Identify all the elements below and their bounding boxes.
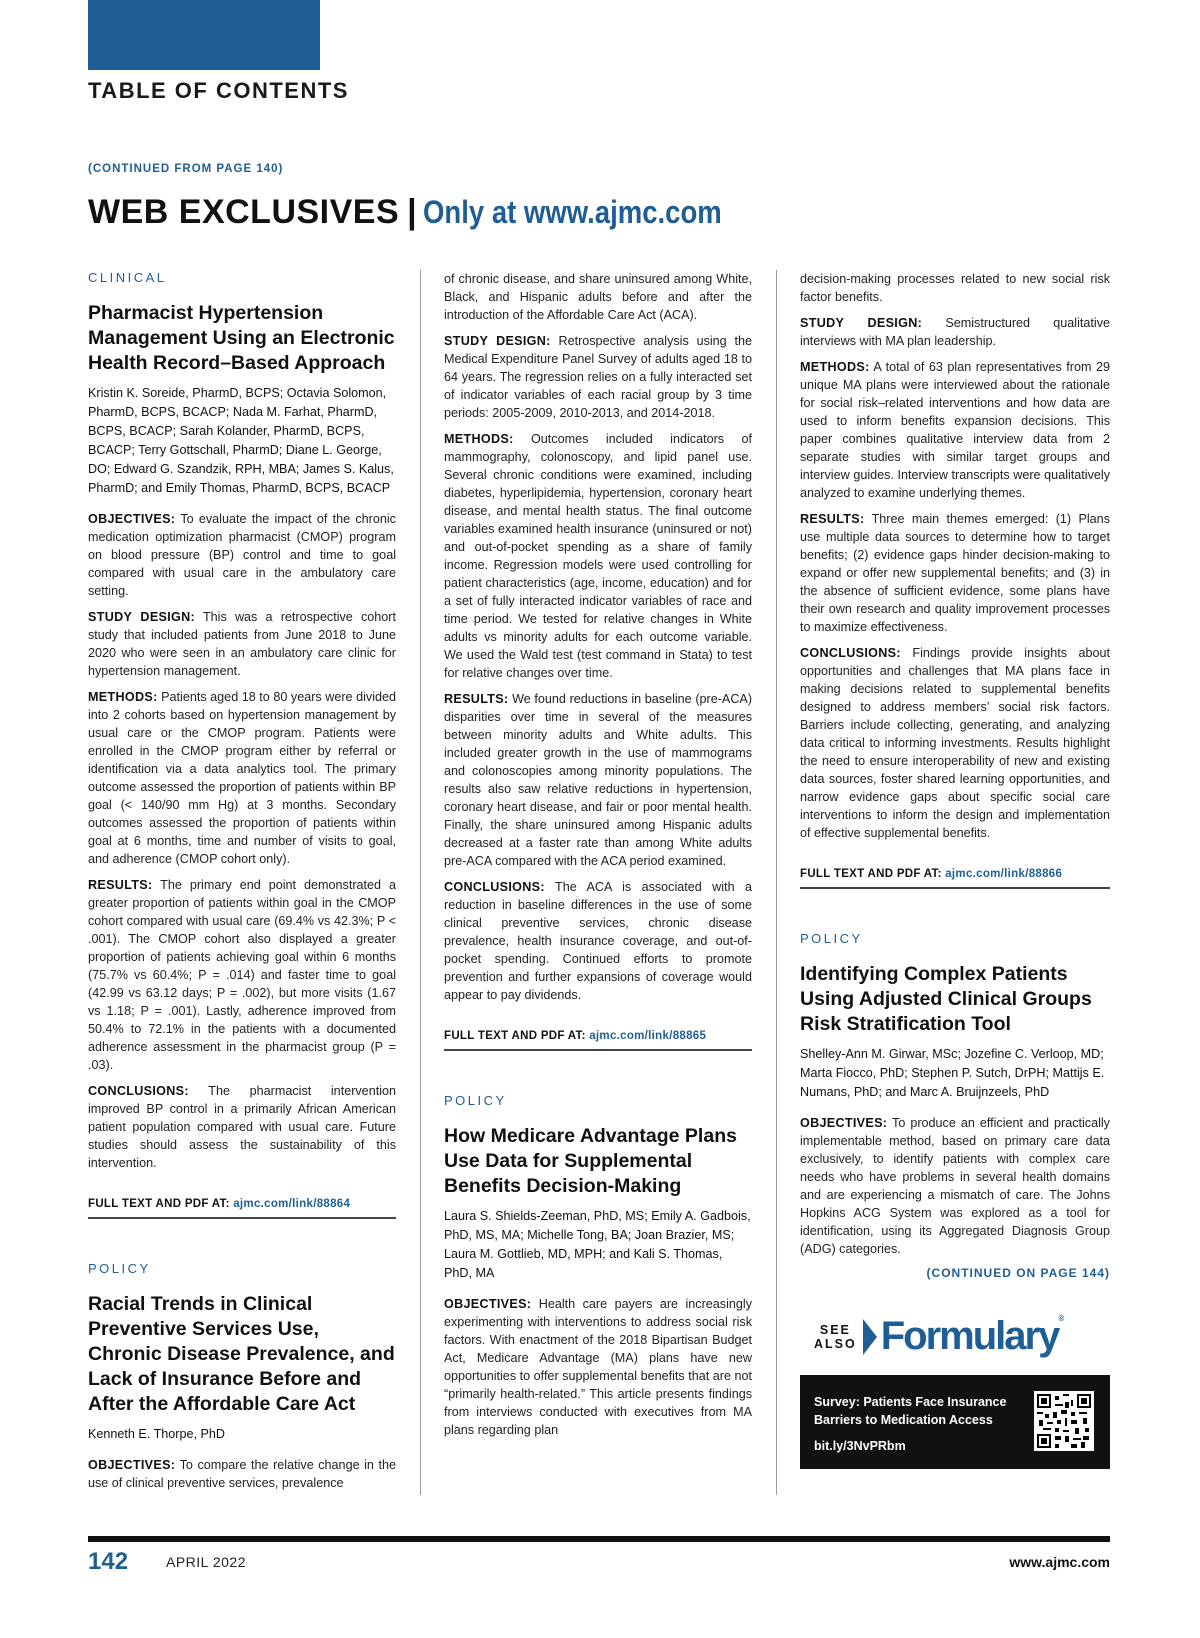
full-text-label: FULL TEXT AND PDF AT: bbox=[444, 1030, 586, 1042]
article-title[interactable]: How Medicare Advantage Plans Use Data for Supplemental Benefits Decision-Making bbox=[444, 1125, 737, 1197]
methods-paragraph bbox=[444, 430, 752, 682]
results-text: Three main themes emerged: (1) Plans use multiple data sources to determine how to target benefits; (2) evidence gaps hinder decision-making to expand or offer new supplemental benefits; and (3) in the absence of sufficient evidence, some plans have their own research and quality improvement processes to maximize effectiveness. bbox=[800, 512, 1110, 634]
issue-date: APRIL 2022 bbox=[166, 1554, 246, 1570]
conclusions-text: The ACA is associated with a reduction in baseline differences in the use of some clinical preventive services, chronic disease prevalence, health insurance coverage, and out-of-pocket spending. Continued efforts to promote prevention and further expansions of coverage would appear to pay dividends. bbox=[444, 880, 752, 1002]
article-title[interactable]: Identifying Complex Patients Using Adjusted Clinical Groups Risk Stratification Tool bbox=[800, 963, 1092, 1035]
study-design-label: STUDY DESIGN: bbox=[88, 610, 196, 624]
footer-rule bbox=[88, 1536, 1110, 1542]
objectives-paragraph bbox=[88, 1456, 396, 1492]
promo-box[interactable] bbox=[800, 1375, 1110, 1469]
methods-label: METHODS: bbox=[88, 690, 158, 704]
methods-paragraph bbox=[800, 358, 1110, 502]
study-design-text: This was a retrospective cohort study that included patients from June 2018 to June 2020 who were seen in an ambulatory care clinic for hypertension management. bbox=[88, 610, 396, 678]
qr-code-icon[interactable] bbox=[1034, 1391, 1094, 1451]
full-text-label: FULL TEXT AND PDF AT: bbox=[800, 868, 942, 880]
article-title[interactable]: Racial Trends in Clinical Preventive Services Use, Chronic Disease Prevalence, and Lack of Insurance Before and After the Affordable Care Act bbox=[88, 1293, 395, 1415]
methods-text: A total of 63 plan representatives from 29 unique MA plans were interviewed about the rationale for social risk–related interventions and how data are used to inform benefits expansion decisions. This paper combines qualitative interview data from 2 separate studies with similar target groups and interview guides. Interview transcripts were qualitatively analyzed to examine underlying themes. bbox=[800, 360, 1110, 500]
continued-on-label: (CONTINUED ON PAGE 144) bbox=[926, 1266, 1110, 1280]
column-1 bbox=[88, 270, 396, 1500]
objectives-text: To produce an efficient and practically implementable method, based on primary care data exclusively, to identify patients with complex care needs who have problems in several health domains and are experiencing a mismatch of care. The Johns Hopkins ACG System was explored as a tool for identification, using its Aggregated Diagnosis Group (ADG) categories. bbox=[800, 1116, 1110, 1256]
study-design-paragraph bbox=[88, 608, 396, 680]
methods-text: Patients aged 18 to 80 years were divided into 2 cohorts based on hypertension management by usual care or the CMOP program. Patients were enrolled in the CMOP program either by referral or identification via a data analytics tool. The primary outcome assessed the proportion of patients within BP goal (< 140/90 mm Hg) at 3 months. Secondary outcomes assessed the proportion of patients within goal at 6 months, time and number of visits to goal, and adherence (CMOP cohort only). bbox=[88, 690, 397, 866]
web-exclusives-title bbox=[88, 193, 770, 232]
objectives-label: OBJECTIVES: bbox=[800, 1116, 888, 1130]
article-authors: Kenneth E. Thorpe, PhD bbox=[88, 1427, 225, 1441]
continued-paragraph: of chronic disease, and share uninsured among White, Black, and Hispanic adults before and after the introduction of the Affordable Care Act (ACA). bbox=[444, 272, 752, 322]
article-title[interactable]: Pharmacist Hypertension Management Using an Electronic Health Record–Based Approach bbox=[88, 302, 395, 374]
full-text-line bbox=[444, 1030, 752, 1051]
results-text: The primary end point demonstrated a greater proportion of patients within goal in the CMOP cohort compared with usual care (69.4% vs 42.3%; P < .001). The CMOP cohort also displayed a greater proportion of patients achieving goal within 6 months (75.7% vs 60.4%; P = .014) and faster time to goal (42.99 vs 63.12 days; P = .002), but more visits (1.67 vs 1.18; P = .001). Lastly, adherence improved from 50.4% to 72.1% in the patients with a documented adherence assessment in the pharmacist group (P = .03). bbox=[88, 878, 396, 1072]
full-text-line bbox=[88, 1198, 396, 1219]
article-authors: Shelley-Ann M. Girwar, MSc; Jozefine C. Verloop, MD; Marta Fiocco, PhD; Stephen P. Sutch, DrPH; Mattijs E. Numans, PhD; and Marc A. Bruijnzeels, PhD bbox=[800, 1047, 1105, 1099]
study-design-text: Retrospective analysis using the Medical Expenditure Panel Survey of adults aged 18 to 64 years. The regression relies on a fully interacted set of indicator variables of each racial group by 3 time periods: 2005-2009, 2010-2013, and 2014-2018. bbox=[444, 334, 753, 420]
study-design-paragraph bbox=[444, 332, 752, 422]
article-authors: Kristin K. Soreide, PharmD, BCPS; Octavia Solomon, PharmD, BCPS, BCACP; Nada M. Farhat, PharmD, BCPS, BCACP; Sarah Kolander, PharmD, BCPS, BCACP; Terry Gottschall, PharmD; Diane L. George, DO; Edward G. Szandzik, RPH, MBA; James S. Kalus, PharmD; and Emily Thomas, PharmD, BCPS, BCACP bbox=[88, 386, 394, 495]
results-label: RESULTS: bbox=[800, 512, 865, 526]
web-exclusives-heading: WEB EXCLUSIVES bbox=[88, 193, 400, 231]
column-divider bbox=[776, 270, 777, 1495]
methods-text: Outcomes included indicators of mammography, colonoscopy, and lipid panel use. Several chronic conditions were examined, including diabetes, hyperlipidemia, hypertension, coronary heart disease, and mental health status. The final outcome variables examined health insurance (uninsured or not) and out-of-pocket spending as a share of family income. Regression models were used controlling for patient characteristics (age, income, education) and for a set of fully interacted indicator variables of race and time period. We tested for relative changes in White adults vs minority adults for each outcome variable. We used the Wald test (test command in Stata) to test for relative changes over time. bbox=[444, 432, 753, 680]
results-label: RESULTS: bbox=[444, 692, 509, 706]
article-link[interactable]: ajmc.com/link/88865 bbox=[589, 1030, 707, 1042]
footer-site[interactable]: www.ajmc.com bbox=[1009, 1554, 1110, 1570]
study-design-label: STUDY DESIGN: bbox=[444, 334, 551, 348]
see-also-line1: SEE bbox=[819, 1322, 851, 1337]
see-also-banner[interactable] bbox=[800, 1314, 1110, 1359]
objectives-paragraph bbox=[88, 510, 396, 600]
objectives-label: OBJECTIVES: bbox=[444, 1297, 532, 1311]
methods-label: METHODS: bbox=[800, 360, 870, 374]
continued-from-label: (CONTINUED FROM PAGE 140) bbox=[88, 163, 284, 175]
conclusions-label: CONCLUSIONS: bbox=[800, 646, 901, 660]
objectives-label: OBJECTIVES: bbox=[88, 1458, 176, 1472]
results-paragraph bbox=[88, 876, 396, 1074]
objectives-paragraph bbox=[800, 1114, 1110, 1258]
conclusions-paragraph bbox=[444, 878, 752, 1004]
study-design-label: STUDY DESIGN: bbox=[800, 316, 923, 330]
objectives-paragraph bbox=[444, 1295, 752, 1439]
see-also-label bbox=[814, 1323, 857, 1351]
formulary-logo bbox=[881, 1314, 1063, 1359]
article-link[interactable]: ajmc.com/link/88864 bbox=[233, 1198, 351, 1210]
objectives-text: To evaluate the impact of the chronic medication optimization pharmacist (CMOP) program on blood pressure (BP) control and time to goal compared with usual care in the ambulatory care setting. bbox=[88, 512, 396, 598]
promo-link[interactable]: bit.ly/3NvPRbm bbox=[814, 1439, 906, 1453]
objectives-text: To compare the relative change in the use of clinical preventive services, prevalence bbox=[88, 1458, 396, 1490]
formulary-logo-text: Formulary bbox=[880, 1314, 1059, 1358]
registered-mark: ® bbox=[1058, 1314, 1063, 1323]
conclusions-label: CONCLUSIONS: bbox=[444, 880, 545, 894]
conclusions-text: The pharmacist intervention improved BP control in a primarily African American patient population compared with usual care. Future studies should assess the sustainability of this intervention. bbox=[88, 1084, 396, 1170]
section-label: POLICY bbox=[444, 1093, 507, 1108]
header-color-block bbox=[88, 0, 320, 70]
methods-paragraph bbox=[88, 688, 396, 868]
promo-title: Survey: Patients Face Insurance Barriers to Medication Access bbox=[814, 1395, 1007, 1427]
study-design-text: Semistructured qualitative interviews with MA plan leadership. bbox=[800, 316, 1110, 348]
column-divider bbox=[420, 270, 421, 1495]
objectives-text: Health care payers are increasingly experimenting with interventions to address social risk factors. With enactment of the 2018 Bipartisan Budget Act, Medicare Advantage (MA) plans have new opportunities to offer supplemental benefits that are not “primarily health-related.” This article presents findings from interviews conducted with executives from MA plans regarding plan bbox=[444, 1297, 752, 1437]
conclusions-paragraph bbox=[800, 644, 1110, 842]
toc-heading: TABLE OF CONTENTS bbox=[88, 78, 349, 103]
methods-label: METHODS: bbox=[444, 432, 514, 446]
page-number: 142 bbox=[88, 1548, 129, 1575]
section-label: CLINICAL bbox=[88, 270, 167, 285]
study-design-paragraph bbox=[800, 314, 1110, 350]
results-paragraph bbox=[444, 690, 752, 870]
results-text: We found reductions in baseline (pre-ACA) disparities over time in several of the measures between minority adults and White adults. This included greater growth in the use of mammograms and colonoscopies among minority populations. The results also saw relative reductions in hypertension, coronary heart disease, and fair or poor mental health. Finally, the share uninsured among Hispanic adults decreased at a faster rate than among White adults pre-ACA compared with the ACA period examined. bbox=[444, 692, 753, 868]
title-separator: | bbox=[407, 193, 417, 231]
conclusions-label: CONCLUSIONS: bbox=[88, 1084, 189, 1098]
see-also-line2: ALSO bbox=[814, 1336, 857, 1351]
article-authors: Laura S. Shields-Zeeman, PhD, MS; Emily A. Gadbois, PhD, MS, MA; Michelle Tong, BA; Joan Brazier, MS; Laura M. Gottlieb, MD, MPH; and Kali S. Thomas, PhD, MA bbox=[444, 1209, 751, 1280]
conclusions-paragraph bbox=[88, 1082, 396, 1172]
web-exclusives-site[interactable]: Only at www.ajmc.com bbox=[422, 194, 722, 230]
results-paragraph bbox=[800, 510, 1110, 636]
article-link[interactable]: ajmc.com/link/88866 bbox=[945, 868, 1063, 880]
full-text-line bbox=[800, 868, 1110, 889]
results-label: RESULTS: bbox=[88, 878, 153, 892]
arrow-right-icon bbox=[863, 1319, 877, 1355]
conclusions-text: Findings provide insights about opportunities and challenges that MA plans face in making decisions related to supplemental benefits designed to address members’ social risk factors. Barriers include collecting, generating, and analyzing data critical to informing investments. Results highlight the need to ensure interoperability of new and existing data sources, foster shared learning opportunities, and narrow evidence gaps about specific social care interventions to inform the design and implementation of effective supplemental benefits. bbox=[800, 646, 1111, 840]
column-2 bbox=[444, 270, 752, 1447]
full-text-label: FULL TEXT AND PDF AT: bbox=[88, 1198, 230, 1210]
objectives-label: OBJECTIVES: bbox=[88, 512, 176, 526]
section-label: POLICY bbox=[800, 931, 863, 946]
column-3 bbox=[800, 270, 1110, 1469]
continued-paragraph: decision-making processes related to new social risk factor benefits. bbox=[800, 272, 1110, 304]
section-label: POLICY bbox=[88, 1261, 151, 1276]
